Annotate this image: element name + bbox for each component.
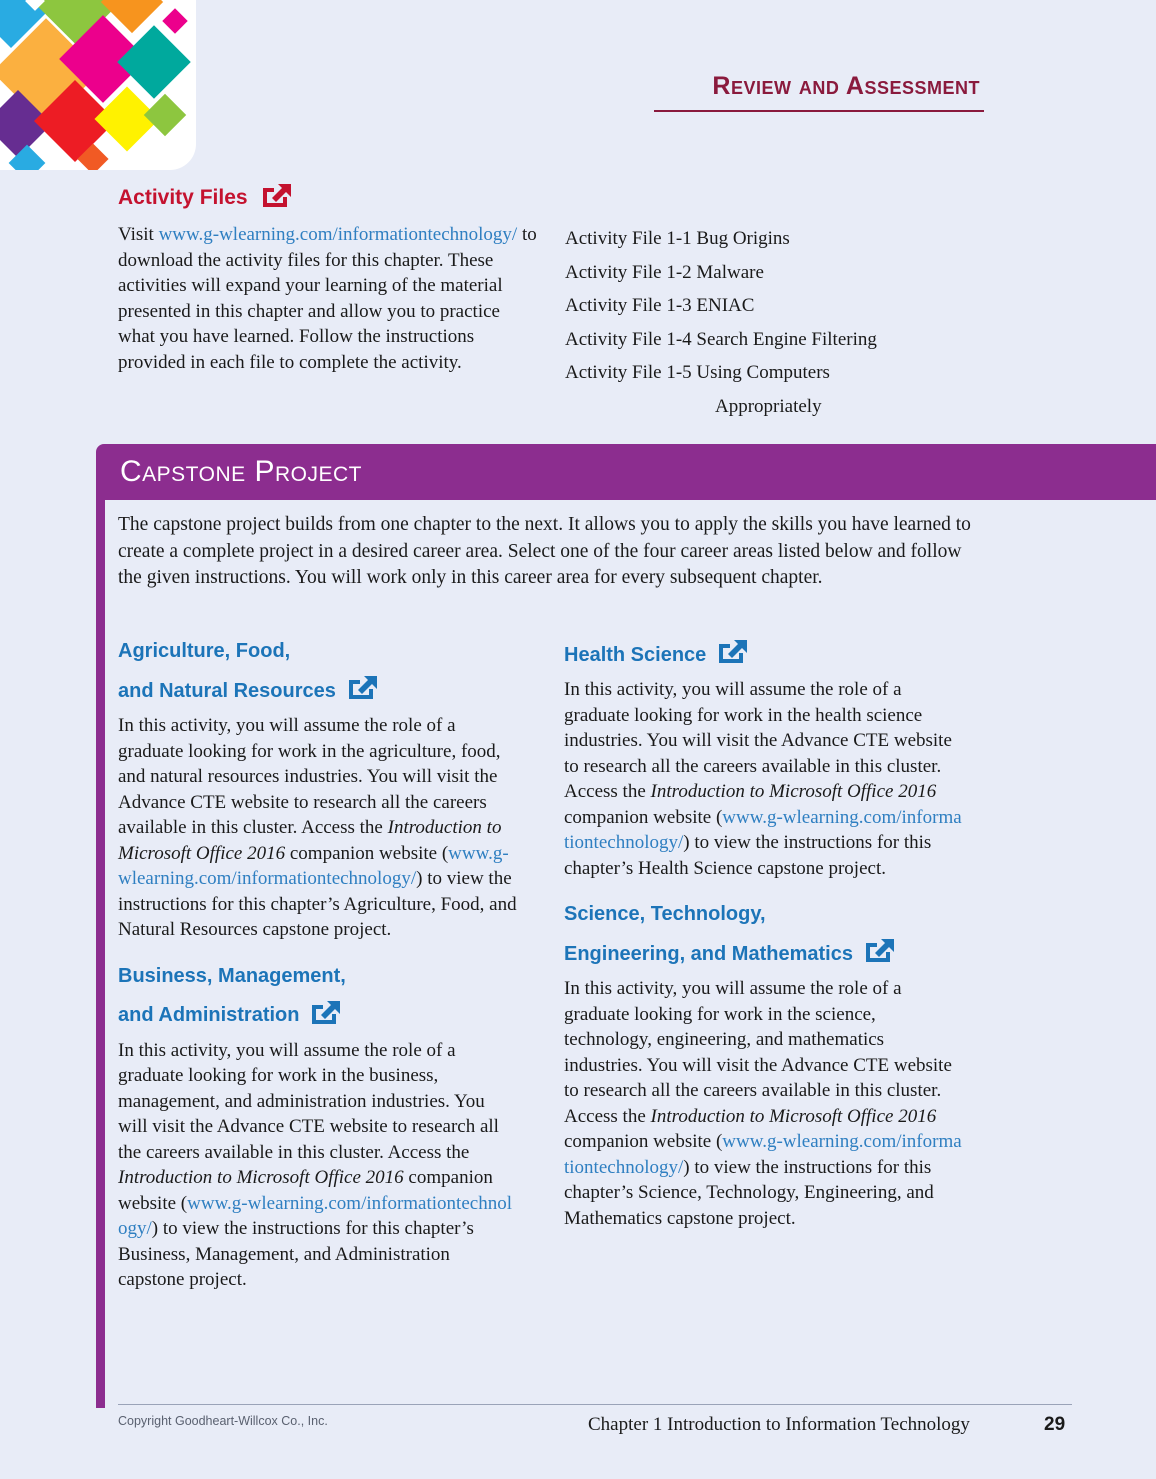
activity-files-list (565, 222, 877, 423)
capstone-section-agriculture (118, 638, 518, 943)
external-link-arrow-icon[interactable] (346, 674, 380, 707)
external-link-arrow-icon[interactable] (309, 999, 343, 1032)
capstone-section-health-science (564, 638, 964, 881)
text-part-2: companion website ( (285, 842, 449, 864)
heading-line-1: Business, Management, (118, 964, 346, 987)
text-part-3: ) to view the instructions for this chapter’s Business, Management, and Administration capstone project. (118, 1218, 474, 1290)
heading-line-1: Agriculture, Food, (118, 640, 291, 662)
capstone-health-science-text (564, 677, 964, 881)
capstone-section-business (118, 963, 518, 1293)
text-part-1: In this activity, you will assume the role of a graduate looking for work in the health science industries. You will visit the Advance CTE website to research all the careers available in this cluster. Access the (564, 679, 952, 802)
activity-files-heading (118, 182, 1018, 214)
capstone-project-title: Capstone Project (120, 455, 362, 488)
capstone-agriculture-text (118, 713, 518, 943)
external-link-arrow-icon[interactable] (863, 937, 897, 970)
capstone-agriculture-link[interactable]: www.g-wlearning.com/informationtechnology/ (118, 842, 509, 889)
text-italic: Introduction to Microsoft Office 2016 (650, 781, 937, 802)
capstone-intro-paragraph: The capstone project builds from one chapter to the next. It allows you to apply the skills you have learned to create a complete project in a desired career area. Select one of the four career areas listed below and follow the given instructions. You will work only in this career area for every subsequent chapter. (118, 514, 971, 588)
text-part-2: companion website ( (564, 1131, 723, 1152)
capstone-column-left (118, 638, 518, 1313)
heading-line-1: Health Science (564, 643, 707, 666)
activity-files-heading-label: Activity Files (118, 186, 248, 209)
capstone-stem-text (564, 976, 964, 1231)
heading-line-2: and Natural Resources (118, 679, 336, 702)
capstone-agriculture-heading (118, 638, 518, 707)
text-italic: Introduction to Microsoft Office 2016 (650, 1105, 937, 1127)
heading-line-2: Engineering, and Mathematics (564, 942, 853, 965)
capstone-health-science-heading (564, 638, 964, 671)
text-part-1: In this activity, you will assume the role of a graduate looking for work in the business, management, and administration industries. You will visit the Advance CTE website to research all the careers available in this cluster. Access the (118, 1039, 499, 1163)
text-part-2: companion website ( (564, 806, 723, 828)
capstone-columns (118, 638, 998, 1313)
text-part-3: ) to view the instructions for this chapter’s Health Science capstone project. (564, 832, 932, 879)
external-link-arrow-icon[interactable] (716, 638, 750, 671)
list-item: Activity File 1-4 Search Engine Filtering (565, 328, 877, 350)
page-title: Review and Assessment (712, 72, 980, 100)
page-header (0, 72, 1156, 101)
text-part-3: ) to view the instructions for this chapter’s Science, Technology, Engineering, and Mathematics capstone project. (564, 1156, 934, 1229)
list-item: Activity File 1-1 Bug Origins (565, 228, 790, 249)
list-item: Activity File 1-3 ENIAC (565, 295, 755, 316)
page-number: 29 (1044, 1414, 1066, 1435)
list-item: Activity File 1-5 Using Computers (565, 362, 830, 383)
capstone-business-heading (118, 963, 518, 1032)
header-rule (654, 110, 984, 112)
list-item-continuation: Appropriately (715, 395, 822, 417)
external-link-arrow-icon[interactable] (260, 182, 294, 214)
capstone-section-stem (564, 901, 964, 1231)
capstone-health-science-link[interactable]: www.g-wlearning.com/informationtechnology/ (564, 806, 962, 853)
capstone-left-accent-bar (96, 500, 105, 1408)
activity-files-section (118, 182, 1018, 423)
heading-line-1: Science, Technology, (564, 903, 766, 925)
capstone-stem-heading (564, 901, 964, 970)
footer-divider (118, 1404, 1072, 1405)
text-italic: Introduction to Microsoft Office 2016 (118, 817, 502, 864)
capstone-stem-link[interactable]: www.g-wlearning.com/informationtechnology/ (564, 1131, 962, 1178)
chapter-label: Chapter 1 Introduction to Information Technology (588, 1414, 970, 1435)
capstone-column-right (564, 638, 964, 1313)
activity-files-intro (118, 222, 538, 423)
heading-line-2: and Administration (118, 1004, 300, 1026)
text-part-2: companion website ( (118, 1167, 493, 1214)
text-part-1: In this activity, you will assume the role of a graduate looking for work in the agriculture, food, and natural resources industries. You will visit the Advance CTE website to research all the careers available in this cluster. Access the (118, 715, 501, 838)
activity-files-link[interactable]: www.g-wlearning.com/informationtechnology/ (158, 224, 518, 245)
copyright-text: Copyright Goodheart-Willcox Co., Inc. (118, 1414, 328, 1428)
logo-square (162, 8, 187, 33)
activity-files-intro-before: Visit (118, 224, 159, 245)
activity-files-intro-after: to download the activity files for this chapter. These activities will expand your learning of the material presented in this chapter and allow you to practice what you have learned. Follow the instructions provided in each file to complete the activity. (118, 224, 537, 373)
text-part-1: In this activity, you will assume the role of a graduate looking for work in the science, technology, engineering, and mathematics industries. You will visit the Advance CTE website to research all the careers available in this cluster. Access the (564, 978, 952, 1127)
activity-files-columns (118, 222, 1018, 423)
page-footer (118, 1414, 1072, 1435)
text-part-3: ) to view the instructions for this chapter’s Agriculture, Food, and Natural Resources capstone project. (118, 868, 517, 940)
capstone-business-text (118, 1038, 518, 1293)
list-item: Activity File 1-2 Malware (565, 261, 764, 283)
capstone-business-link[interactable]: www.g-wlearning.com/informationtechnology/ (118, 1192, 512, 1239)
text-italic: Introduction to Microsoft Office 2016 (118, 1167, 404, 1188)
capstone-project-banner (96, 444, 1156, 500)
